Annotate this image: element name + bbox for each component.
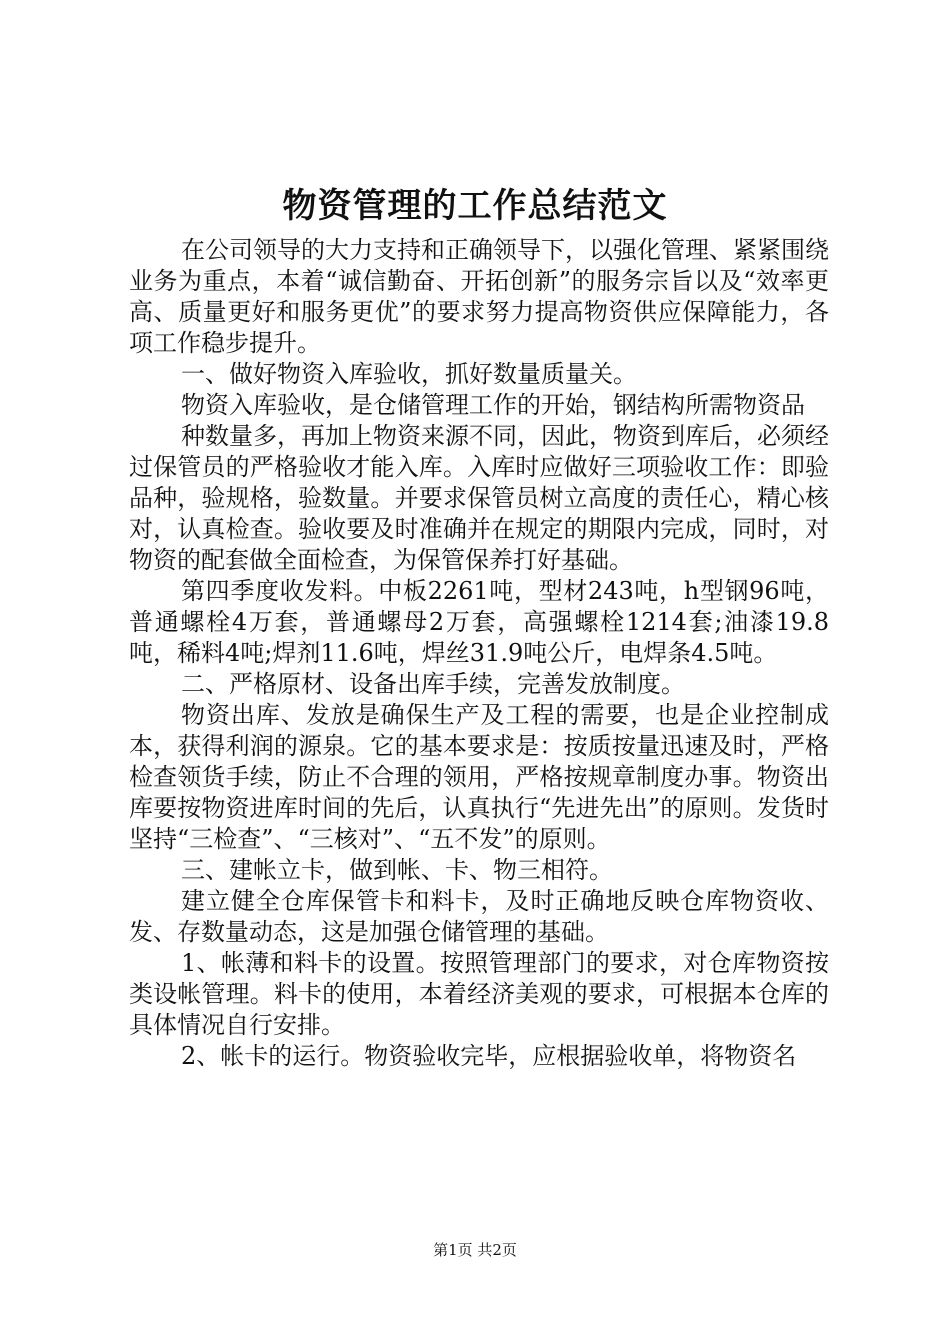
paragraph-intro: 在公司领导的大力支持和正确领导下，以强化管理、紧紧围绕业务为重点，本着“诚信勤奋、开拓创新”的服务宗旨以及“效率更高、质量更好和服务更优”的要求努力提高物资供应保障能力，各项工作稳步提升。: [129, 236, 829, 357]
paragraph-inbound-1: 物资入库验收，是仓储管理工作的开始，钢结构所需物资品: [181, 391, 805, 419]
paragraph-q4-materials: 第四季度收发料。中板2261吨，型材243吨，h型钢96吨，普通螺栓4万套，普通螺母2万套，高强螺栓1214套;油漆19.8吨，稀料4吨;焊剂11.6吨，焊丝31.9吨公斤，电焊条4.5吨。: [129, 577, 829, 667]
paragraph-ledger-setup: 1、帐薄和料卡的设置。按照管理部门的要求，对仓库物资按类设帐管理。料卡的使用，本着经济美观的要求，可根据本仓库的具体情况自行安排。: [129, 949, 829, 1039]
document-body: [129, 235, 829, 1072]
paragraph-inbound-2: 种数量多，再加上物资来源不同，因此，物资到库后，必须经过保管员的严格验收才能入库。入库时应做好三项验收工作：即验品种，验规格，验数量。并要求保管员树立高度的责任心，精心核对，认真检查。验收要及时准确并在规定的期限内完成，同时，对物资的配套做全面检查，为保管保养打好基础。: [129, 422, 829, 574]
section-heading-3: 三、建帐立卡，做到帐、卡、物三相符。: [181, 856, 613, 884]
section-heading-1: 一、做好物资入库验收，抓好数量质量关。: [181, 360, 637, 388]
paragraph-ledger-operation: 2、帐卡的运行。物资验收完毕，应根据验收单，将物资名: [181, 1042, 797, 1070]
section-heading-2: 二、严格原材、设备出库手续，完善发放制度。: [181, 670, 685, 698]
paragraph-ledger-intro: 建立健全仓库保管卡和料卡，及时正确地反映仓库物资收、发、存数量动态，这是加强仓储管理的基础。: [129, 887, 829, 946]
paragraph-outbound: 物资出库、发放是确保生产及工程的需要，也是企业控制成本，获得利润的源泉。它的基本要求是：按质按量迅速及时，严格检查领货手续，防止不合理的领用，严格按规章制度办事。物资出库要按物资进库时间的先后，认真执行“先进先出”的原则。发货时坚持“三检查”、“三核对”、“五不发”的原则。: [129, 701, 829, 853]
document-title: 物资管理的工作总结范文: [282, 186, 668, 226]
page-footer: 第1页 共2页: [433, 1241, 517, 1259]
